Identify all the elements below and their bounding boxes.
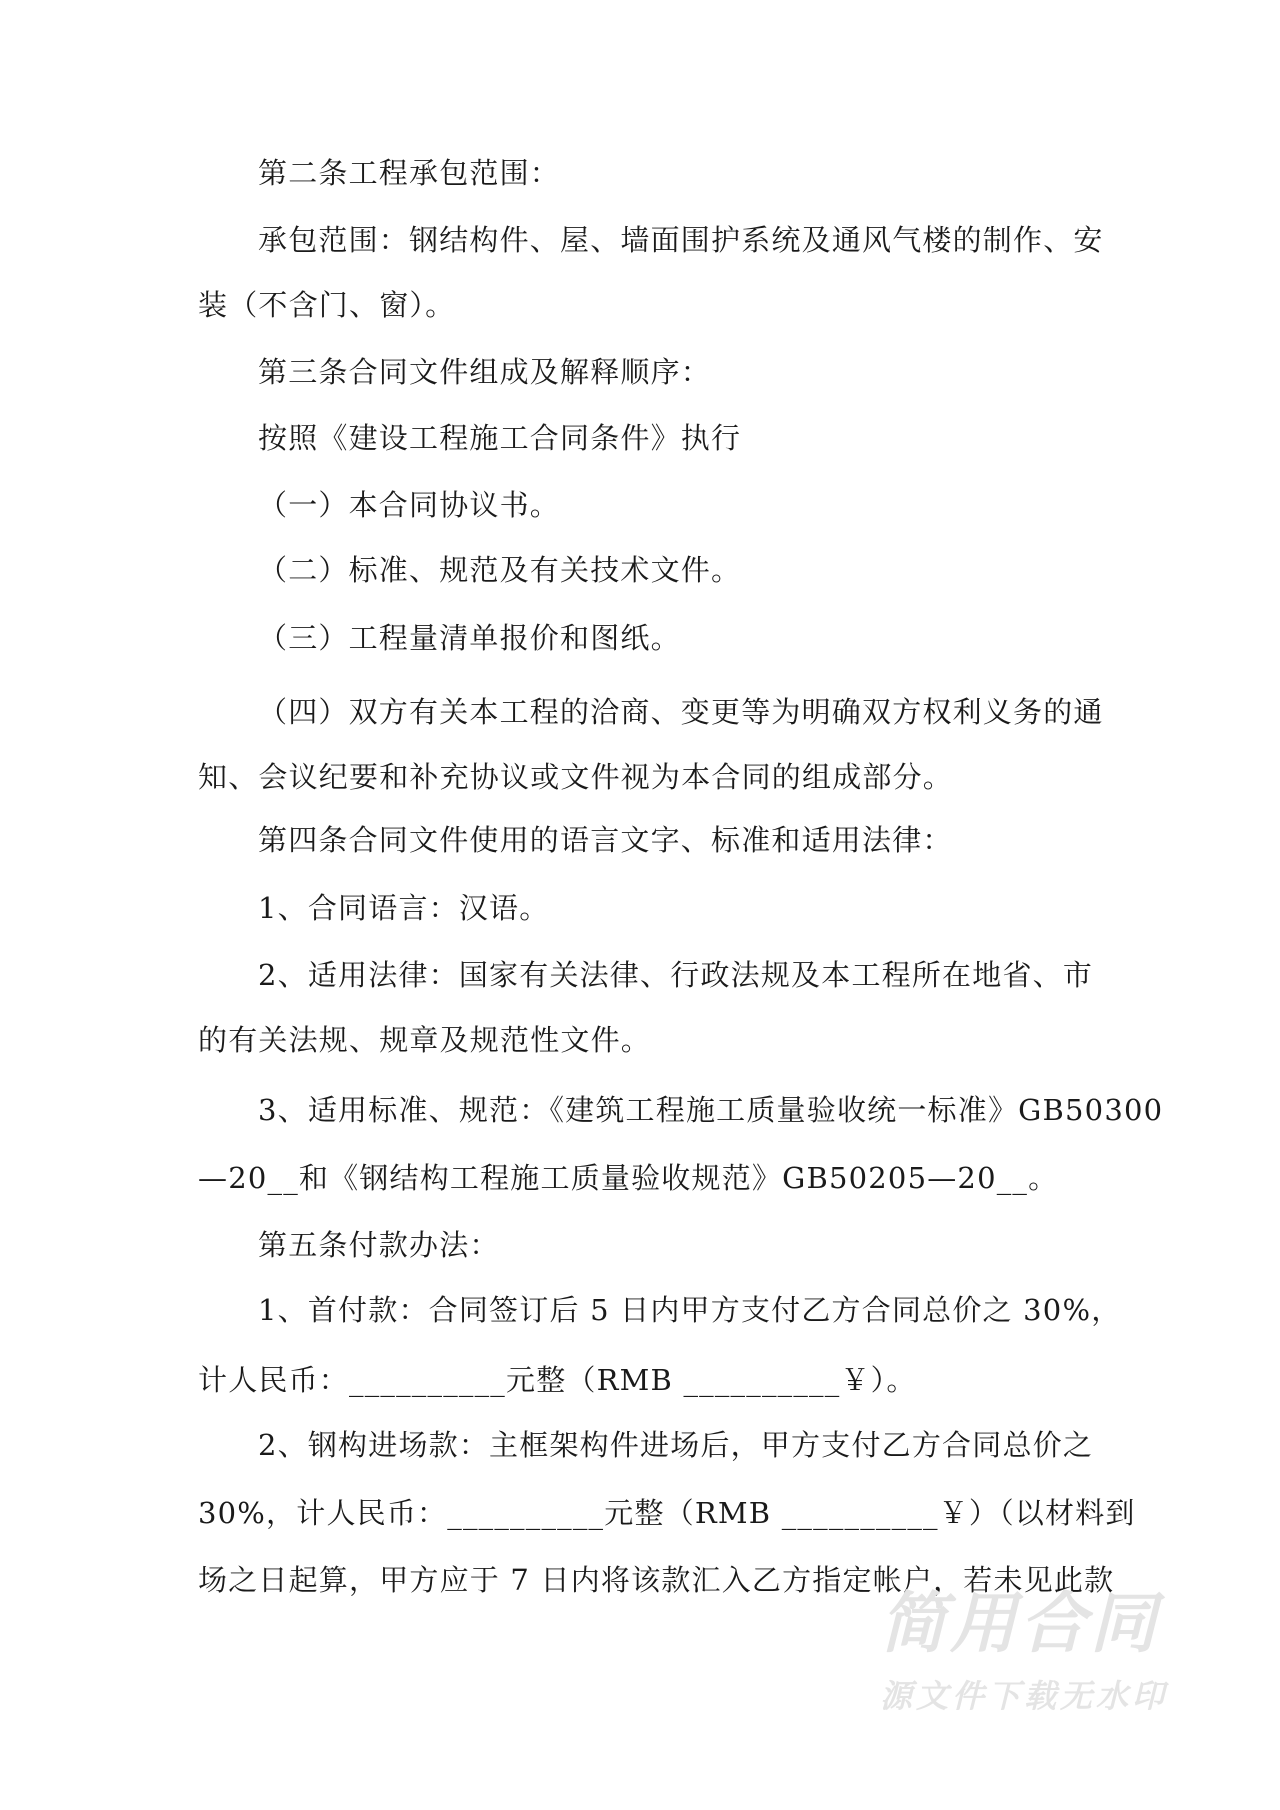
paragraph-continuation-line: 的有关法规、规章及规范性文件。 bbox=[198, 1023, 652, 1057]
paragraph-continuation-line: 30%，计人民币：__________元整（RMB __________￥）（以材料到 bbox=[198, 1496, 1136, 1530]
paragraph-line: 第五条付款办法： bbox=[258, 1228, 500, 1262]
paragraph-line: 1、合同语言：汉语。 bbox=[258, 891, 550, 925]
paragraph-line: 2、钢构进场款：主框架构件进场后，甲方支付乙方合同总价之 bbox=[258, 1428, 1094, 1462]
paragraph-line: （四）双方有关本工程的洽商、变更等为明确双方权利义务的通 bbox=[258, 695, 1104, 729]
paragraph-continuation-line: 知、会议纪要和补充协议或文件视为本合同的组成部分。 bbox=[198, 760, 954, 794]
paragraph-line: 1、首付款：合同签订后 5 日内甲方支付乙方合同总价之 30%， bbox=[258, 1293, 1122, 1327]
paragraph-line: （二）标准、规范及有关技术文件。 bbox=[258, 553, 742, 587]
paragraph-line: 第三条合同文件组成及解释顺序： bbox=[258, 355, 712, 389]
paragraph-line: 承包范围：钢结构件、屋、墙面围护系统及通风气楼的制作、安 bbox=[258, 223, 1104, 257]
paragraph-continuation-line: 场之日起算，甲方应于 7 日内将该款汇入乙方指定帐户，若未见此款 bbox=[198, 1563, 1115, 1597]
paragraph-continuation-line: 装（不含门、窗）。 bbox=[198, 288, 456, 322]
watermark-logo: 简用合同 bbox=[880, 1585, 1160, 1662]
paragraph-line: （三）工程量清单报价和图纸。 bbox=[258, 621, 681, 655]
paragraph-line: 按照《建设工程施工合同条件》执行 bbox=[258, 421, 742, 455]
watermark-caption: 源文件下载无水印 bbox=[880, 1677, 1169, 1715]
paragraph-line: （一）本合同协议书。 bbox=[258, 488, 561, 522]
paragraph-line: 第四条合同文件使用的语言文字、标准和适用法律： bbox=[258, 823, 953, 857]
paragraph-line: 2、适用法律：国家有关法律、行政法规及本工程所在地省、市 bbox=[258, 958, 1094, 992]
paragraph-continuation-line: 计人民币：__________元整（RMB __________￥）。 bbox=[198, 1363, 917, 1397]
paragraph-continuation-line: —20__和《钢结构工程施工质量验收规范》GB50205—20__。 bbox=[198, 1161, 1059, 1195]
paragraph-line: 第二条工程承包范围： bbox=[258, 156, 561, 190]
paragraph-line: 3、适用标准、规范：《建筑工程施工质量验收统一标准》GB50300 bbox=[258, 1093, 1164, 1127]
